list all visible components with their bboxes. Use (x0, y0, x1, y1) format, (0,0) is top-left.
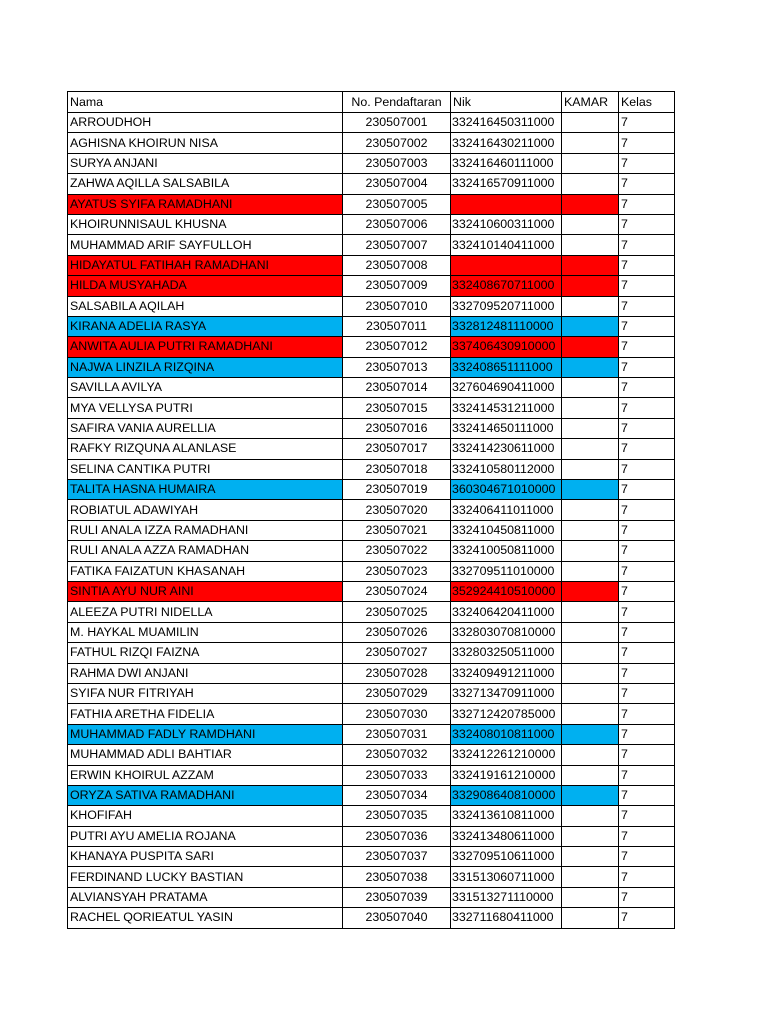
cell-kelas[interactable]: 7 (619, 133, 675, 153)
cell-nama[interactable]: SYIFA NUR FITRIYAH (68, 683, 343, 703)
cell-nik[interactable]: 332712420785000 (451, 704, 562, 724)
cell-kelas[interactable]: 7 (619, 643, 675, 663)
cell-kamar[interactable] (562, 398, 619, 418)
cell-nama[interactable]: RULI ANALA IZZA RAMADHANI (68, 520, 343, 540)
cell-kelas[interactable]: 7 (619, 765, 675, 785)
cell-nama[interactable]: SALSABILA AQILAH (68, 296, 343, 316)
cell-nik[interactable]: 332803070810000 (451, 622, 562, 642)
cell-no-pendaftaran[interactable]: 230507032 (343, 745, 451, 765)
table-row (68, 622, 675, 642)
cell-nama[interactable]: RAHMA DWI ANJANI (68, 663, 343, 683)
cell-nama[interactable]: SAFIRA VANIA AURELLIA (68, 418, 343, 438)
cell-nik[interactable]: 337406430910000 (451, 337, 562, 357)
cell-nik[interactable]: 360304671010000 (451, 480, 562, 500)
cell-nama[interactable]: M. HAYKAL MUAMILIN (68, 622, 343, 642)
cell-nik[interactable]: 332409491211000 (451, 663, 562, 683)
cell-nama[interactable]: ERWIN KHOIRUL AZZAM (68, 765, 343, 785)
cell-nama[interactable]: FATIKA FAIZATUN KHASANAH (68, 561, 343, 581)
cell-nama[interactable]: RAFKY RIZQUNA ALANLASE (68, 439, 343, 459)
table-row (68, 500, 675, 520)
cell-kamar[interactable] (562, 908, 619, 928)
cell-nama[interactable]: AGHISNA KHOIRUN NISA (68, 133, 343, 153)
cell-kelas[interactable]: 7 (619, 704, 675, 724)
cell-no-pendaftaran[interactable]: 230507025 (343, 602, 451, 622)
table-row (68, 847, 675, 867)
table-row (68, 561, 675, 581)
cell-nama[interactable]: HIDAYATUL FATIHAH RAMADHANI (68, 255, 343, 275)
table-row (68, 765, 675, 785)
cell-kelas[interactable]: 7 (619, 418, 675, 438)
cell-kamar[interactable] (562, 113, 619, 133)
cell-nama[interactable]: KHANAYA PUSPITA SARI (68, 847, 343, 867)
cell-nik[interactable]: 352924410510000 (451, 581, 562, 601)
table-row (68, 520, 675, 540)
table-row (68, 683, 675, 703)
cell-kelas[interactable]: 7 (619, 867, 675, 887)
table-row (68, 316, 675, 336)
cell-kamar[interactable] (562, 887, 619, 907)
cell-kelas[interactable]: 7 (619, 357, 675, 377)
cell-no-pendaftaran[interactable]: 230507012 (343, 337, 451, 357)
table-row (68, 806, 675, 826)
cell-nik[interactable]: 327604690411000 (451, 378, 562, 398)
cell-nik[interactable]: 332709511010000 (451, 561, 562, 581)
table-row (68, 337, 675, 357)
table-row (68, 745, 675, 765)
table-row (68, 255, 675, 275)
cell-kamar[interactable] (562, 255, 619, 275)
cell-nik[interactable]: 332416460111000 (451, 153, 562, 173)
cell-kamar[interactable] (562, 459, 619, 479)
cell-no-pendaftaran[interactable]: 230507030 (343, 704, 451, 724)
cell-nama[interactable]: MUHAMMAD ADLI BAHTIAR (68, 745, 343, 765)
cell-kamar[interactable] (562, 337, 619, 357)
table-row (68, 153, 675, 173)
header-row (68, 92, 675, 113)
table-row (68, 174, 675, 194)
cell-kamar[interactable] (562, 683, 619, 703)
cell-kamar[interactable] (562, 235, 619, 255)
table-row (68, 704, 675, 724)
cell-no-pendaftaran[interactable]: 230507010 (343, 296, 451, 316)
cell-nik[interactable]: 332406411011000 (451, 500, 562, 520)
cell-nama[interactable]: AYATUS SYIFA RAMADHANI (68, 194, 343, 214)
cell-kamar[interactable] (562, 561, 619, 581)
cell-no-pendaftaran[interactable]: 230507015 (343, 398, 451, 418)
cell-nik[interactable]: 332414650111000 (451, 418, 562, 438)
table-row (68, 785, 675, 805)
cell-no-pendaftaran[interactable]: 230507024 (343, 581, 451, 601)
table-row (68, 602, 675, 622)
cell-nik[interactable]: 332410140411000 (451, 235, 562, 255)
cell-kamar[interactable] (562, 276, 619, 296)
cell-kelas[interactable]: 7 (619, 663, 675, 683)
cell-nama[interactable]: FATHIA ARETHA FIDELIA (68, 704, 343, 724)
cell-no-pendaftaran[interactable]: 230507002 (343, 133, 451, 153)
table-row (68, 887, 675, 907)
table-row (68, 214, 675, 234)
cell-kelas[interactable]: 7 (619, 439, 675, 459)
table-row (68, 113, 675, 133)
table-row (68, 663, 675, 683)
cell-no-pendaftaran[interactable]: 230507018 (343, 459, 451, 479)
cell-nik[interactable]: 331513271110000 (451, 887, 562, 907)
cell-kamar[interactable] (562, 439, 619, 459)
table-row (68, 378, 675, 398)
table-row (68, 235, 675, 255)
cell-kamar[interactable] (562, 847, 619, 867)
cell-nik[interactable]: 332812481110000 (451, 316, 562, 336)
cell-nik[interactable]: 331513060711000 (451, 867, 562, 887)
cell-no-pendaftaran[interactable]: 230507011 (343, 316, 451, 336)
cell-kamar[interactable] (562, 418, 619, 438)
cell-no-pendaftaran[interactable]: 230507029 (343, 683, 451, 703)
cell-kelas[interactable]: 7 (619, 806, 675, 826)
cell-nik[interactable]: 332414531211000 (451, 398, 562, 418)
cell-nik[interactable]: 332410580112000 (451, 459, 562, 479)
cell-kamar[interactable] (562, 153, 619, 173)
cell-kamar[interactable] (562, 194, 619, 214)
cell-nama[interactable]: NAJWA LINZILA RIZQINA (68, 357, 343, 377)
table-row (68, 724, 675, 744)
cell-nama[interactable]: ROBIATUL ADAWIYAH (68, 500, 343, 520)
cell-no-pendaftaran[interactable]: 230507019 (343, 480, 451, 500)
cell-no-pendaftaran[interactable]: 230507013 (343, 357, 451, 377)
cell-kamar[interactable] (562, 133, 619, 153)
cell-no-pendaftaran[interactable]: 230507037 (343, 847, 451, 867)
cell-kelas[interactable]: 7 (619, 194, 675, 214)
cell-kelas[interactable]: 7 (619, 459, 675, 479)
table-row (68, 133, 675, 153)
cell-no-pendaftaran[interactable]: 230507028 (343, 663, 451, 683)
cell-kamar[interactable] (562, 806, 619, 826)
table-body (68, 113, 675, 929)
cell-nik[interactable]: 332413480611000 (451, 826, 562, 846)
table-row (68, 357, 675, 377)
cell-nama[interactable]: KHOIRUNNISAUL KHUSNA (68, 214, 343, 234)
cell-kelas[interactable]: 7 (619, 113, 675, 133)
cell-nama[interactable]: SURYA ANJANI (68, 153, 343, 173)
cell-nik[interactable]: 332408670711000 (451, 276, 562, 296)
table-row (68, 296, 675, 316)
cell-nik[interactable]: 332803250511000 (451, 643, 562, 663)
cell-nik[interactable] (451, 255, 562, 275)
cell-nik[interactable]: 332908640810000 (451, 785, 562, 805)
cell-kamar[interactable] (562, 643, 619, 663)
cell-kamar[interactable] (562, 296, 619, 316)
cell-nama[interactable]: ANWITA AULIA PUTRI RAMADHANI (68, 337, 343, 357)
cell-kamar[interactable] (562, 826, 619, 846)
cell-nama[interactable]: ARROUDHOH (68, 113, 343, 133)
cell-kelas[interactable]: 7 (619, 276, 675, 296)
cell-nama[interactable]: SAVILLA AVILYA (68, 378, 343, 398)
cell-no-pendaftaran[interactable]: 230507017 (343, 439, 451, 459)
cell-kelas[interactable]: 7 (619, 520, 675, 540)
cell-nik[interactable]: 332412261210000 (451, 745, 562, 765)
cell-kamar[interactable] (562, 724, 619, 744)
header-kamar[interactable]: KAMAR (562, 92, 619, 113)
cell-nama[interactable]: ORYZA SATIVA RAMADHANI (68, 785, 343, 805)
cell-kamar[interactable] (562, 214, 619, 234)
cell-nik[interactable]: 332709520711000 (451, 296, 562, 316)
cell-no-pendaftaran[interactable]: 230507007 (343, 235, 451, 255)
cell-nik[interactable]: 332416570911000 (451, 174, 562, 194)
table-row (68, 459, 675, 479)
cell-kelas[interactable]: 7 (619, 561, 675, 581)
cell-nama[interactable]: MUHAMMAD ARIF SAYFULLOH (68, 235, 343, 255)
table-row (68, 867, 675, 887)
cell-kelas[interactable]: 7 (619, 500, 675, 520)
cell-nama[interactable]: SELINA CANTIKA PUTRI (68, 459, 343, 479)
cell-nik[interactable]: 332406420411000 (451, 602, 562, 622)
table-row (68, 276, 675, 296)
cell-kamar[interactable] (562, 500, 619, 520)
cell-kelas[interactable]: 7 (619, 174, 675, 194)
cell-kamar[interactable] (562, 174, 619, 194)
cell-no-pendaftaran[interactable]: 230507008 (343, 255, 451, 275)
cell-kamar[interactable] (562, 541, 619, 561)
cell-no-pendaftaran[interactable]: 230507038 (343, 867, 451, 887)
cell-kelas[interactable]: 7 (619, 826, 675, 846)
cell-no-pendaftaran[interactable]: 230507035 (343, 806, 451, 826)
cell-kelas[interactable]: 7 (619, 683, 675, 703)
cell-no-pendaftaran[interactable]: 230507020 (343, 500, 451, 520)
cell-no-pendaftaran[interactable]: 230507031 (343, 724, 451, 744)
cell-nama[interactable]: FERDINAND LUCKY BASTIAN (68, 867, 343, 887)
cell-nik[interactable]: 332713470911000 (451, 683, 562, 703)
header-nama[interactable]: Nama (68, 92, 343, 113)
cell-nik[interactable]: 332416430211000 (451, 133, 562, 153)
cell-no-pendaftaran[interactable]: 230507036 (343, 826, 451, 846)
cell-nama[interactable]: MYA VELLYSA PUTRI (68, 398, 343, 418)
header-kelas[interactable]: Kelas (619, 92, 675, 113)
cell-kamar[interactable] (562, 704, 619, 724)
cell-kamar[interactable] (562, 602, 619, 622)
cell-kamar[interactable] (562, 622, 619, 642)
cell-no-pendaftaran[interactable]: 230507004 (343, 174, 451, 194)
cell-no-pendaftaran[interactable]: 230507021 (343, 520, 451, 540)
student-table (67, 91, 675, 929)
cell-kelas[interactable]: 7 (619, 398, 675, 418)
cell-no-pendaftaran[interactable]: 230507039 (343, 887, 451, 907)
cell-nama[interactable]: TALITA HASNA HUMAIRA (68, 480, 343, 500)
cell-kelas[interactable]: 7 (619, 887, 675, 907)
cell-no-pendaftaran[interactable]: 230507033 (343, 765, 451, 785)
header-no-pendaftaran[interactable]: No. Pendaftaran (343, 92, 451, 113)
cell-no-pendaftaran[interactable]: 230507001 (343, 113, 451, 133)
table-row (68, 418, 675, 438)
cell-nama[interactable]: ALVIANSYAH PRATAMA (68, 887, 343, 907)
header-nik[interactable]: Nik (451, 92, 562, 113)
cell-kelas[interactable]: 7 (619, 847, 675, 867)
cell-nik[interactable]: 332408651111000 (451, 357, 562, 377)
cell-no-pendaftaran[interactable]: 230507009 (343, 276, 451, 296)
table-row (68, 439, 675, 459)
cell-kamar[interactable] (562, 520, 619, 540)
cell-no-pendaftaran[interactable]: 230507034 (343, 785, 451, 805)
cell-no-pendaftaran[interactable]: 230507022 (343, 541, 451, 561)
cell-kelas[interactable]: 7 (619, 908, 675, 928)
cell-kelas[interactable]: 7 (619, 480, 675, 500)
cell-nik[interactable]: 332413610811000 (451, 806, 562, 826)
table-row (68, 541, 675, 561)
cell-kamar[interactable] (562, 357, 619, 377)
cell-kelas[interactable]: 7 (619, 541, 675, 561)
cell-kelas[interactable]: 7 (619, 724, 675, 744)
cell-nik[interactable]: 332416450311000 (451, 113, 562, 133)
cell-nama[interactable]: MUHAMMAD FADLY RAMDHANI (68, 724, 343, 744)
cell-no-pendaftaran[interactable]: 230507006 (343, 214, 451, 234)
cell-no-pendaftaran[interactable]: 230507040 (343, 908, 451, 928)
cell-kelas[interactable]: 7 (619, 337, 675, 357)
cell-no-pendaftaran[interactable]: 230507005 (343, 194, 451, 214)
table-row (68, 826, 675, 846)
table-row (68, 643, 675, 663)
cell-kelas[interactable]: 7 (619, 745, 675, 765)
table-row (68, 908, 675, 928)
cell-nama[interactable]: ZAHWA AQILLA SALSABILA (68, 174, 343, 194)
table-row (68, 398, 675, 418)
spreadsheet-sheet (67, 91, 675, 929)
cell-kelas[interactable]: 7 (619, 153, 675, 173)
cell-kelas[interactable]: 7 (619, 235, 675, 255)
cell-nik[interactable]: 332408010811000 (451, 724, 562, 744)
cell-kelas[interactable]: 7 (619, 214, 675, 234)
cell-kamar[interactable] (562, 785, 619, 805)
cell-nama[interactable]: FATHUL RIZQI FAIZNA (68, 643, 343, 663)
cell-nik[interactable]: 332410450811000 (451, 520, 562, 540)
cell-kelas[interactable]: 7 (619, 602, 675, 622)
cell-kamar[interactable] (562, 581, 619, 601)
cell-no-pendaftaran[interactable]: 230507003 (343, 153, 451, 173)
cell-nama[interactable]: KHOFIFAH (68, 806, 343, 826)
cell-kamar[interactable] (562, 316, 619, 336)
cell-kelas[interactable]: 7 (619, 785, 675, 805)
cell-nama[interactable]: RULI ANALA AZZA RAMADHAN (68, 541, 343, 561)
cell-kelas[interactable]: 7 (619, 622, 675, 642)
cell-no-pendaftaran[interactable]: 230507014 (343, 378, 451, 398)
cell-kamar[interactable] (562, 867, 619, 887)
cell-nik[interactable]: 332709510611000 (451, 847, 562, 867)
cell-kamar[interactable] (562, 480, 619, 500)
table-row (68, 194, 675, 214)
cell-kelas[interactable]: 7 (619, 378, 675, 398)
cell-no-pendaftaran[interactable]: 230507023 (343, 561, 451, 581)
cell-nik[interactable]: 332414230611000 (451, 439, 562, 459)
cell-kelas[interactable]: 7 (619, 296, 675, 316)
cell-no-pendaftaran[interactable]: 230507027 (343, 643, 451, 663)
cell-nik[interactable]: 332419161210000 (451, 765, 562, 785)
cell-nama[interactable]: ALEEZA PUTRI NIDELLA (68, 602, 343, 622)
cell-no-pendaftaran[interactable]: 230507026 (343, 622, 451, 642)
cell-kelas[interactable]: 7 (619, 255, 675, 275)
cell-nik[interactable]: 332410600311000 (451, 214, 562, 234)
cell-nama[interactable]: RACHEL QORIEATUL YASIN (68, 908, 343, 928)
table-row (68, 581, 675, 601)
cell-kamar[interactable] (562, 663, 619, 683)
cell-nama[interactable]: KIRANA ADELIA RASYA (68, 316, 343, 336)
cell-nama[interactable]: SINTIA AYU NUR AINI (68, 581, 343, 601)
cell-kelas[interactable]: 7 (619, 316, 675, 336)
cell-nama[interactable]: PUTRI AYU AMELIA ROJANA (68, 826, 343, 846)
cell-nik[interactable]: 332410050811000 (451, 541, 562, 561)
cell-kamar[interactable] (562, 378, 619, 398)
cell-kamar[interactable] (562, 765, 619, 785)
cell-nama[interactable]: HILDA MUSYAHADA (68, 276, 343, 296)
cell-kamar[interactable] (562, 745, 619, 765)
cell-nik[interactable] (451, 194, 562, 214)
cell-no-pendaftaran[interactable]: 230507016 (343, 418, 451, 438)
cell-nik[interactable]: 332711680411000 (451, 908, 562, 928)
cell-kelas[interactable]: 7 (619, 581, 675, 601)
table-row (68, 480, 675, 500)
